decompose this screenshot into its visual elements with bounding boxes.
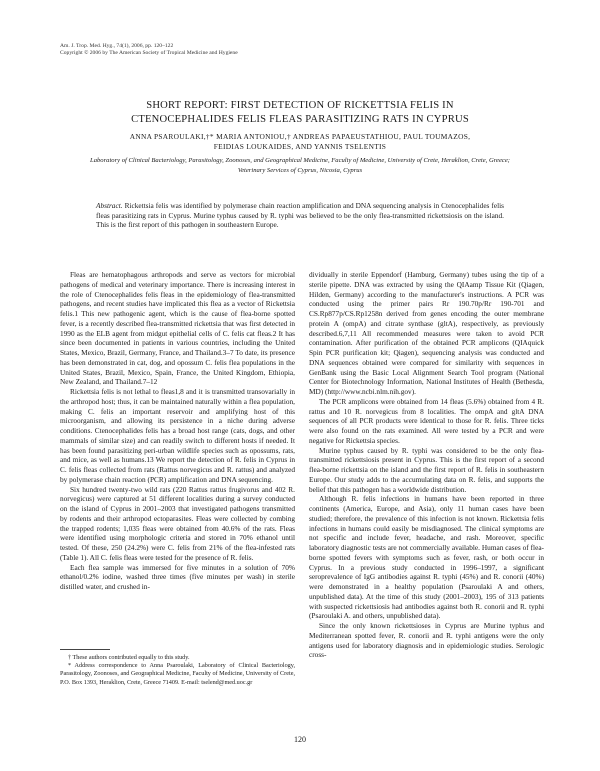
authors-line-1: ANNA PSAROULAKI,†* MARIA ANTONIOU,† ANDREAS PAPAEUSTATHIOU, PAUL TOUMAZOS,: [129, 132, 471, 141]
paragraph: Since the only known rickettsioses in Cyprus are Murine typhus and Mediterranean spotted fever, R. conorii and R. typhi antigens were the only antigens used for laboratory diagnosis and in epidemiologic studies. Serologic cross-: [309, 621, 544, 660]
footnote: * Address correspondence to Anna Psaroulaki, Laboratory of Clinical Bacteriology, Parasitology, Zoonoses, and Geographical Medicine, Faculty of Medicine, University of Crete, P.O. Box 1393, Heraklion, Crete, Greece 71409. E-mail: tselend@med.uoc.gr: [60, 662, 295, 686]
body-column-right: [309, 270, 544, 660]
body-column-left: [60, 270, 295, 592]
paragraph: Fleas are hematophagous arthropods and serve as vectors for microbial pathogens of medical and veterinary importance. There is increasing interest in the role of Ctenocephalides felis fleas in the epidemiology of flea-transmitted pathogens, and recent studies have implicated this flea as a vector of Rickettsia felis.1 This new pathogenic agent, which is the cause of flea-borne spotted fever, is a recently described flea-transmitted rickettsia that was first detected in 1990 as the ELB agent from midgut epithelial cells of C. felis cat fleas.2 It has since been documented in patients in various countries, including the United States, Mexico, Brazil, Germany, France, and Thailand.3–7 To date, its presence has been demonstrated in cat, dog, and opossum C. felis flea populations in the United States, Brazil, Mexico, Spain, France, the United Kingdom, Ethiopia, New Zealand, and Thailand.7–12: [60, 270, 295, 387]
paragraph: Six hundred twenty-two wild rats (220 Rattus rattus frugivorus and 402 R. norvegicus) were captured at 51 different localities during a survey conducted on the island of Cyprus in 2001–2003 that investigated pathogens transmitted by rodents and their arthropod ectoparasites. Fleas were collected by combing the trapped rodents; 1,035 fleas were obtained from 40.6% of the rats. Fleas were identified using morphologic criteria and stored in 70% ethanol until tested. Of these, 250 (24.2%) were C. felis from 21% of the flea-infested rats (Table 1). All C. felis fleas were tested for the presence of R. felis.: [60, 484, 295, 562]
abstract-label: Abstract.: [96, 201, 123, 210]
authors-line-2: FEIDIAS LOUKAIDES, AND YANNIS TSELENTIS: [213, 142, 387, 151]
paragraph: Rickettsia felis is not lethal to fleas1,8 and it is transmitted transovarially in the arthropod host; thus, it can be maintained naturally within a flea population, making C. felis an important reservoir and amplifying host of this microorganism, and allowing its persistence in a niche during adverse conditions. Ctenocephalides felis has a broad host range (cats, dogs, and other mammals of similar size) and can readily switch to different hosts if needed. It has been found parasitizing peri-urban wildlife species such as opossums, rats, and mice, as well as humans.13 We report the detection of R. felis in Cyprus in C. felis fleas collected from rats (Rattus norvegicus and R. rattus) and analyzed by polymerase chain reaction (PCR) amplification and DNA sequencing.: [60, 387, 295, 484]
journal-header: [60, 43, 238, 57]
affiliation: Laboratory of Clinical Bacteriology, Parasitology, Zoonoses, and Geographical Medicine, Faculty of Medicine, University of Crete, Heraklion, Crete, Greece; Veterinary Services of Cyprus, Nicosia, Cyprus: [90, 157, 510, 174]
page-number: 120: [294, 735, 306, 744]
abstract-text: Rickettsia felis was identified by polymerase chain reaction amplification and DNA sequencing analysis in Ctenocephalides felis fleas parasitizing rats in Cyprus. Murine typhus caused by R. typhi was believed to be the only flea-transmitted rickettsiosis on the island. This is the first report of this pathogen in southeastern Europe.: [96, 201, 504, 230]
title-line-2: CTENOCEPHALIDES FELIS FLEAS PARASITIZING RATS IN CYPRUS: [131, 114, 469, 125]
paragraph: dividually in sterile Eppendorf (Hamburg, Germany) tubes using the tip of a sterile pipette. DNA was extracted by using the QIAamp Tissue Kit (Qiagen, Hilden, Germany) according to the manufacturer's instructions. A PCR was conducted using the primer pairs Rr 190.70p/Rr 190-701 and CS.Rp877p/CS.Rp1258n derived from genes encoding the outer membrane protein A (ompA) and citrate synthase (gltA), respectively, as previously described.6,7,11 All recommended measures were taken to avoid PCR contamination. After purification of the obtained PCR amplicons (QIAquick Spin PCR purification kit; Qiagen), sequencing analysis was conducted and DNA sequences obtained were compared for similarity with sequences in GenBank using the Basic Local Alignment Search Tool program (National Center for Biotechnology Information, National Institutes of Health (Bethesda, MD) (http://www.ncbi.nlm.nih.gov).: [309, 270, 544, 396]
footnote-divider: [60, 649, 110, 650]
title-line-1: SHORT REPORT: FIRST DETECTION OF RICKETTSIA FELIS IN: [146, 100, 454, 111]
paragraph: Murine typhus caused by R. typhi was considered to be the only flea-transmitted rickettsiosis present in Cyprus. This is the first report of a second flea-borne rickettsia on the island and the first report of R. felis in southeastern Europe. Our study adds to the accumulating data on R. felis, and supports the belief that this pathogen has a worldwide distribution.: [309, 445, 544, 494]
copyright-line: Copyright © 2006 by The American Society of Tropical Medicine and Hygiene: [60, 50, 238, 56]
journal-citation: Am. J. Trop. Med. Hyg., 74(1), 2006, pp. 120–122: [60, 43, 174, 49]
paragraph: Each flea sample was immersed for five minutes in a solution of 70% ethanol/0.2% iodine, washed three times (five minutes per wash) in sterile distilled water, and crushed in-: [60, 562, 295, 591]
abstract: [96, 201, 504, 230]
footnotes: [60, 654, 295, 687]
paragraph: Although R. felis infections in humans have been reported in three continents (America, Europe, and Asia), only 11 human cases have been studied; therefore, the prevalence of this infection is not known. Rickettsia felis infections in humans could easily be misdiagnosed. The clinical symptoms are not specific and include fever, headache, and rash. Moreover, specific laboratory diagnostic tests are not commercially available. Human cases of flea-borne spotted fevers with symptoms such as fever, rash, or both occur in Cyprus. In a previous study conducted in 1996–1997, a significant seroprevalence of IgG antibodies against R. typhi (45%) and R. conorii (40%) were demonstrated in a healthy population (Psaroulaki A and others, unpublished data). At the time of this study (2001–2003), 195 of 313 patients with suspected rickettsiosis had antibodies against both R. conorii and R. typhi (Psaroulaki A. and others, unpublished data).: [309, 494, 544, 621]
article-title: [70, 99, 530, 127]
paragraph: The PCR amplicons were obtained from 14 fleas (5.6%) obtained from 4 R. rattus and 10 R. norvegicus from 8 localities. The ompA and gltA DNA sequences of all PCR products were identical to those for R. felis. Three ticks were also found on the rats examined. All were tested by a PCR and were negative for Rickettsia species.: [309, 396, 544, 445]
footnote: † These authors contributed equally to this study.: [68, 654, 190, 661]
author-list: [70, 132, 530, 152]
